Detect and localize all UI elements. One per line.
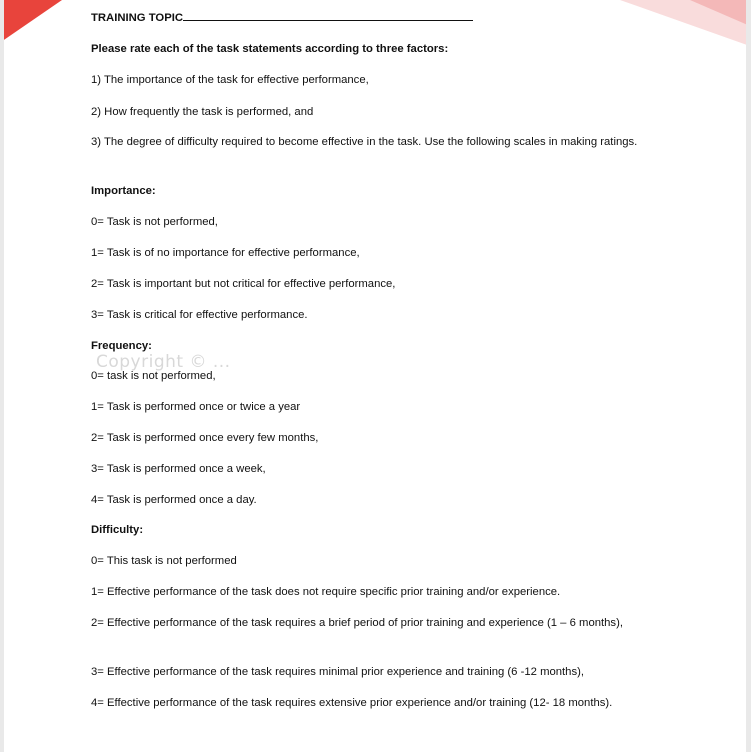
difficulty-item: 1= Effective performance of the task does not require specific prior training and/or experience. — [91, 586, 561, 598]
copyright-watermark: Copyright © ... — [96, 352, 231, 372]
importance-item: 2= Task is important but not critical for effective performance, — [91, 278, 396, 290]
difficulty-item: 2= Effective performance of the task requires a brief period of prior training and experience (1 – 6 months), — [91, 617, 623, 629]
frequency-item: 3= Task is performed once a week, — [91, 463, 266, 475]
document-page — [4, 0, 746, 752]
frequency-item: 2= Task is performed once every few months, — [91, 432, 319, 444]
importance-heading: Importance: — [91, 185, 156, 197]
difficulty-heading: Difficulty: — [91, 524, 144, 536]
factor-2-text: 2) How frequently the task is performed, and — [91, 106, 314, 118]
frequency-item: 0= task is not performed, — [91, 370, 216, 382]
factor-3-text: 3) The degree of difficulty required to become effective in the task. Use the following scales in making ratings. — [91, 136, 638, 148]
importance-item: 1= Task is of no importance for effective performance, — [91, 247, 360, 259]
difficulty-item: 4= Effective performance of the task requires extensive prior experience and/or training (12- 18 months). — [91, 697, 613, 709]
training-topic-label: TRAINING TOPIC — [91, 12, 184, 24]
difficulty-item: 3= Effective performance of the task requires minimal prior experience and training (6 -12 months), — [91, 666, 585, 678]
instruction-text: Please rate each of the task statements according to three factors: — [91, 43, 449, 55]
frequency-item: 4= Task is performed once a day. — [91, 494, 257, 506]
frequency-heading: Frequency: — [91, 340, 152, 352]
importance-item: 0= Task is not performed, — [91, 216, 218, 228]
factor-1-text: 1) The importance of the task for effective performance, — [91, 74, 369, 86]
training-topic-line — [91, 9, 473, 27]
training-topic-blank — [183, 9, 473, 21]
corner-decoration-right — [690, 0, 746, 26]
importance-item: 3= Task is critical for effective performance. — [91, 309, 308, 321]
corner-decoration-left — [4, 0, 62, 44]
frequency-item: 1= Task is performed once or twice a year — [91, 401, 301, 413]
difficulty-item: 0= This task is not performed — [91, 555, 237, 567]
